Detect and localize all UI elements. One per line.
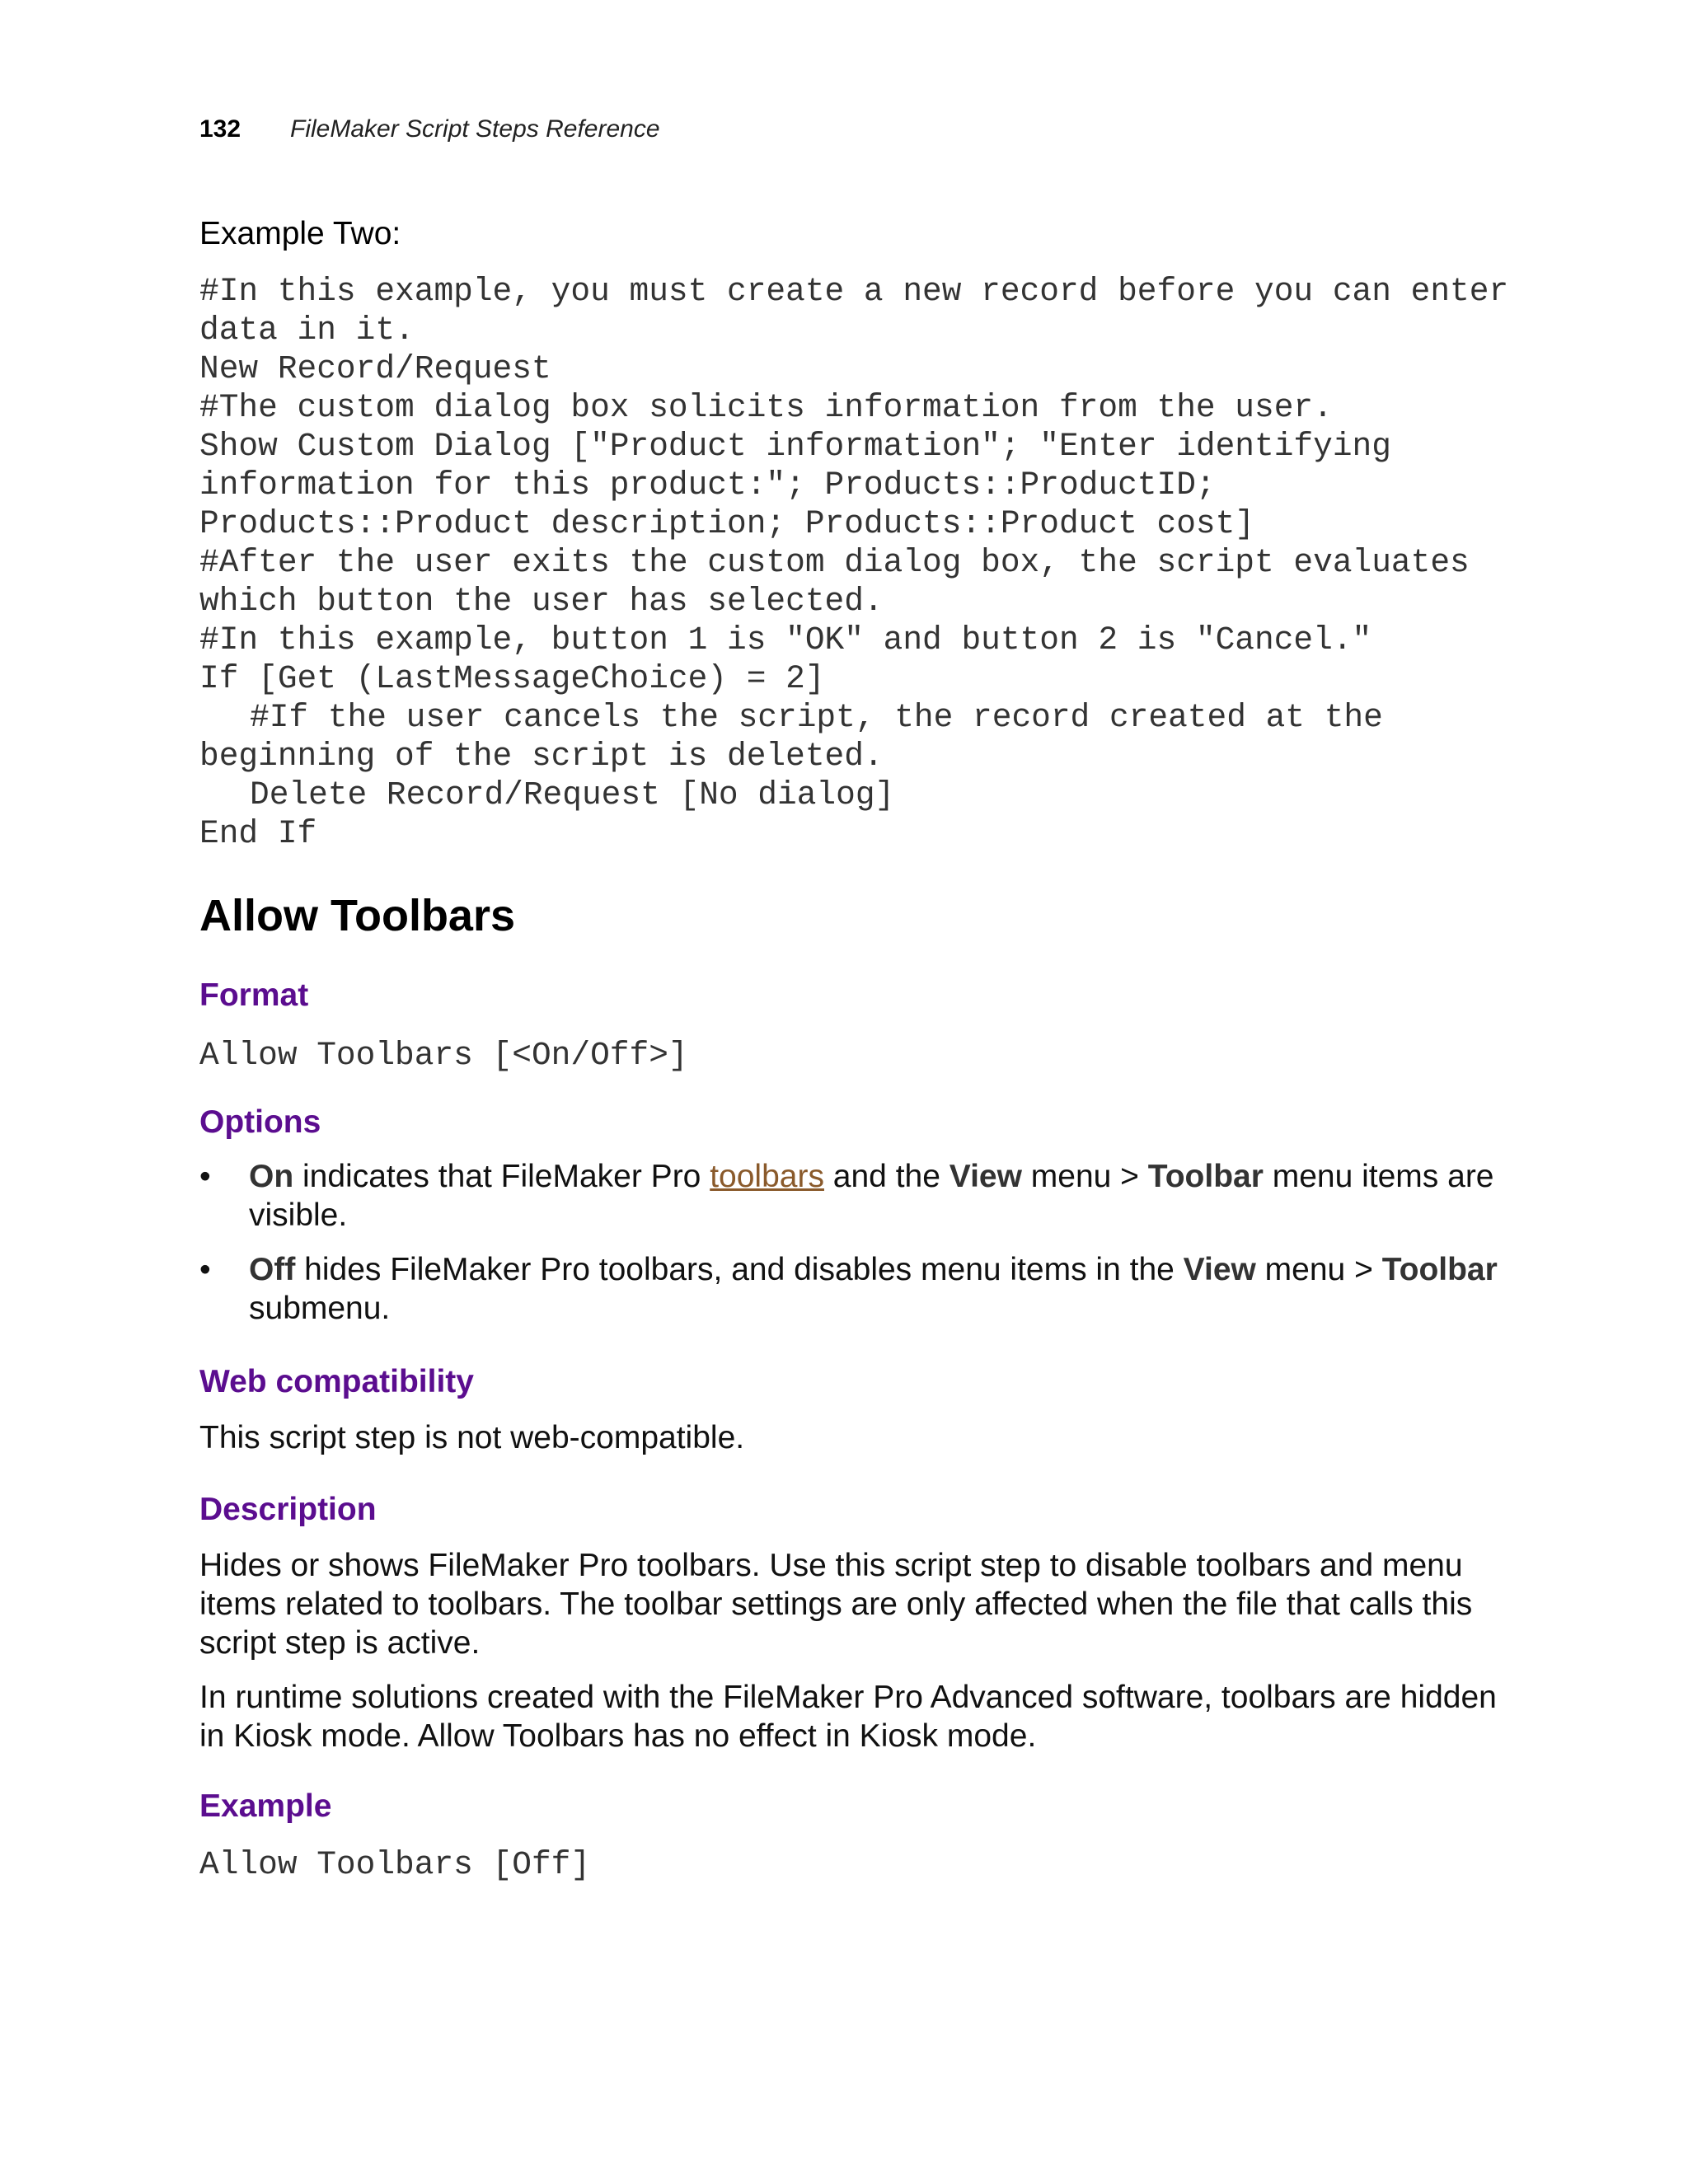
options-list: [199, 1157, 1502, 1343]
example-two-label: Example Two:: [199, 216, 401, 251]
option-text: menu >: [1255, 1252, 1382, 1287]
toolbars-link[interactable]: toolbars: [710, 1159, 824, 1194]
description-heading: Description: [199, 1492, 377, 1527]
toolbar-menu-label: Toolbar: [1147, 1159, 1264, 1194]
code-line: End If: [199, 815, 317, 852]
option-keyword-off: Off: [249, 1252, 296, 1287]
description-paragraph-2: In runtime solutions created with the FileMaker Pro Advanced software, toolbars are hidden in Kiosk mode. Allow Toolbars has no effect in Kiosk mode.: [199, 1680, 1497, 1754]
option-text: submenu.: [249, 1291, 391, 1326]
option-text: menu items are visible.: [249, 1159, 1494, 1233]
option-text: menu >: [1021, 1159, 1148, 1194]
code-line: #The custom dialog box solicits information from the user.: [199, 389, 1333, 426]
code-line: data in it.: [199, 312, 415, 349]
example-code: Allow Toolbars [Off]: [199, 1846, 591, 1883]
view-menu-label: View: [949, 1159, 1022, 1194]
web-compatibility-text: This script step is not web-compatible.: [199, 1420, 745, 1455]
option-text: hides FileMaker Pro toolbars, and disables menu items in the: [295, 1252, 1184, 1287]
view-menu-label: View: [1183, 1252, 1256, 1287]
option-keyword-on: On: [249, 1159, 294, 1194]
example-two-code-block: [199, 272, 1518, 853]
code-line: Show Custom Dialog ["Product information"; "Enter identifying: [199, 428, 1391, 465]
web-compatibility-heading: Web compatibility: [199, 1364, 474, 1399]
bullet-icon: •: [199, 1252, 211, 1287]
code-line: beginning of the script is deleted.: [199, 738, 884, 775]
section-title: Allow Toolbars: [199, 891, 516, 940]
format-heading: Format: [199, 977, 309, 1013]
option-on-item: [199, 1157, 1502, 1235]
code-line: #In this example, button 1 is "OK" and button 2 is "Cancel.": [199, 621, 1372, 658]
code-line: #After the user exits the custom dialog box, the script evaluates: [199, 544, 1470, 581]
code-line: information for this product:"; Products::ProductID;: [199, 466, 1216, 504]
code-line: which button the user has selected.: [199, 583, 884, 620]
code-line: New Record/Request: [199, 350, 551, 387]
options-heading: Options: [199, 1104, 321, 1140]
option-off-item: [199, 1250, 1502, 1328]
code-line: Products::Product description; Products::Product cost]: [199, 505, 1255, 542]
example-heading: Example: [199, 1788, 332, 1824]
code-line: #If the user cancels the script, the record created at the: [250, 699, 1383, 736]
option-text: and the: [823, 1159, 950, 1194]
code-line: #In this example, you must create a new record before you can enter: [199, 273, 1509, 310]
code-line: Delete Record/Request [No dialog]: [250, 776, 895, 813]
option-text: indicates that FileMaker Pro: [293, 1159, 710, 1194]
toolbar-menu-label: Toolbar: [1381, 1252, 1498, 1287]
running-title: FileMaker Script Steps Reference: [290, 115, 660, 143]
bullet-icon: •: [199, 1159, 211, 1194]
running-header: [199, 115, 660, 148]
description-paragraph-1: Hides or shows FileMaker Pro toolbars. Use this script step to disable toolbars and menu items related to toolbars. The toolbar settings are only affected when the file that calls this script step is active.: [199, 1548, 1473, 1661]
page-number: 132: [199, 115, 241, 143]
format-code: Allow Toolbars [<On/Off>]: [199, 1037, 688, 1074]
code-line: If [Get (LastMessageChoice) = 2]: [199, 660, 825, 697]
